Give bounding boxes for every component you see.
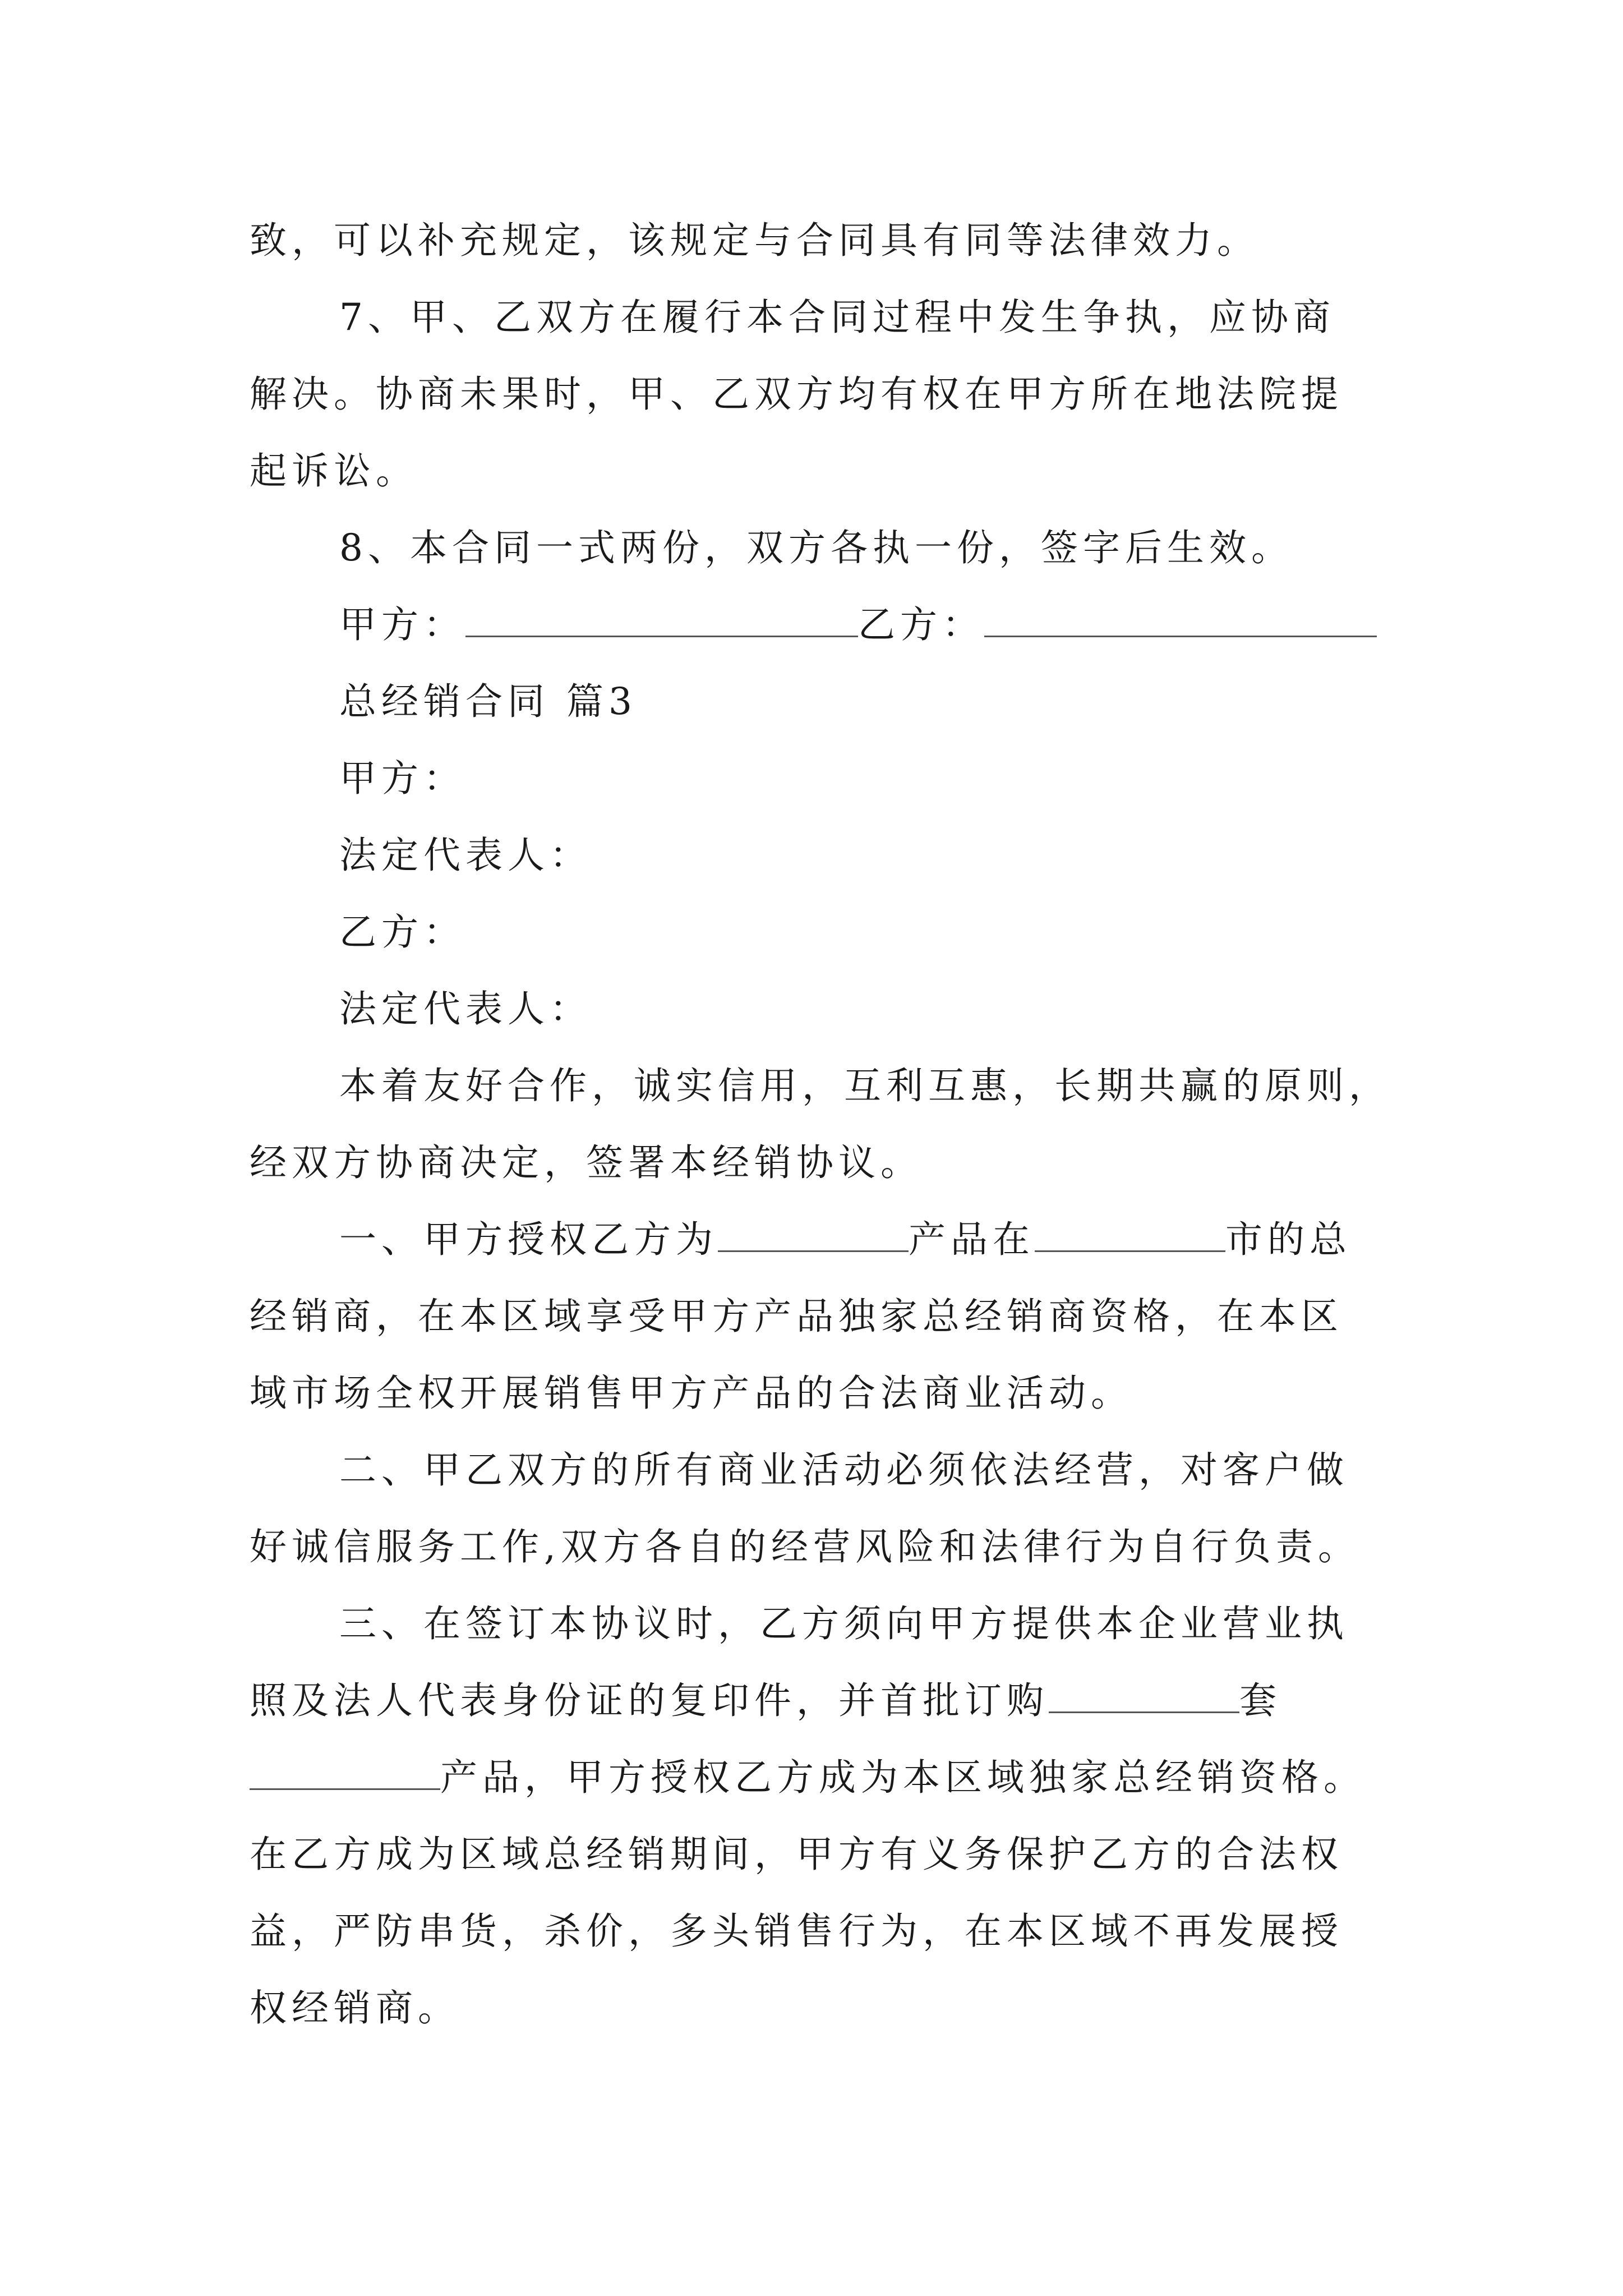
party-a-field: 甲方：	[339, 757, 465, 800]
paragraph-line	[250, 1739, 1382, 1816]
paragraph-line: 致，可以补充规定，该规定与合同具有同等法律效力。	[250, 219, 1259, 262]
clause-1-text: 产品在	[909, 1218, 1035, 1261]
party-b-representative-field: 法定代表人：	[339, 987, 592, 1030]
paragraph-line: 三、在签订本协议时，乙方须向甲方提供本企业营业执	[339, 1602, 1349, 1645]
quantity-blank	[1049, 1674, 1239, 1713]
document-body	[250, 202, 1391, 2046]
paragraph-line: 起诉讼。	[250, 449, 418, 493]
signature-line	[250, 586, 1382, 663]
paragraph-line: 域市场全权开展销售甲方产品的合法商业活动。	[250, 1372, 1133, 1415]
party-a-signature-blank	[465, 599, 858, 637]
paragraph-line: 解决。协商未果时，甲、乙双方均有权在甲方所在地法院提	[250, 372, 1343, 416]
paragraph-line	[250, 1662, 1382, 1739]
paragraph-line: 在乙方成为区域总经销期间，甲方有义务保护乙方的合法权	[250, 1833, 1343, 1876]
clause-3-text: 套	[1239, 1679, 1281, 1722]
paragraph-line: 经销商，在本区域享受甲方产品独家总经销商资格，在本区	[250, 1295, 1343, 1338]
party-a-signature-label: 甲方：	[339, 603, 465, 646]
clause-3-text: 照及法人代表身份证的复印件，并首批订购	[250, 1679, 1049, 1722]
city-blank	[1035, 1213, 1225, 1252]
party-b-field: 乙方：	[339, 910, 465, 954]
party-b-signature-blank	[984, 599, 1377, 637]
paragraph-line: 二、甲乙双方的所有商业活动必须依法经营，对客户做	[339, 1448, 1349, 1492]
paragraph-line: 益，严防串货，杀价，多头销售行为，在本区域不再发展授	[250, 1910, 1343, 1953]
paragraph-line: 经双方协商决定，签署本经销协议。	[250, 1141, 923, 1184]
clause-1-text: 市的总	[1225, 1218, 1352, 1261]
party-a-representative-field: 法定代表人：	[339, 834, 592, 877]
section-title: 总经销合同 篇3	[339, 680, 637, 723]
paragraph-line: 8、本合同一式两份，双方各执一份，签字后生效。	[339, 526, 1293, 569]
paragraph-line: 好诚信服务工作,双方各自的经营风险和法律行为自行负责。	[250, 1525, 1360, 1568]
paragraph-line	[250, 1201, 1382, 1278]
clause-3-text: 产品，甲方授权乙方成为本区域独家总经销资格。	[440, 1756, 1366, 1799]
paragraph-line: 本着友好合作，诚实信用，互利互惠，长期共赢的原则，	[339, 1064, 1391, 1107]
paragraph-line: 权经销商。	[250, 1986, 460, 2030]
paragraph-line: 7、甲、乙双方在履行本合同过程中发生争执，应协商	[339, 296, 1335, 339]
product-blank	[718, 1213, 909, 1252]
party-b-signature-label: 乙方：	[858, 603, 984, 646]
clause-1-text: 一、甲方授权乙方为	[339, 1218, 718, 1261]
product-name-blank	[250, 1751, 440, 1790]
